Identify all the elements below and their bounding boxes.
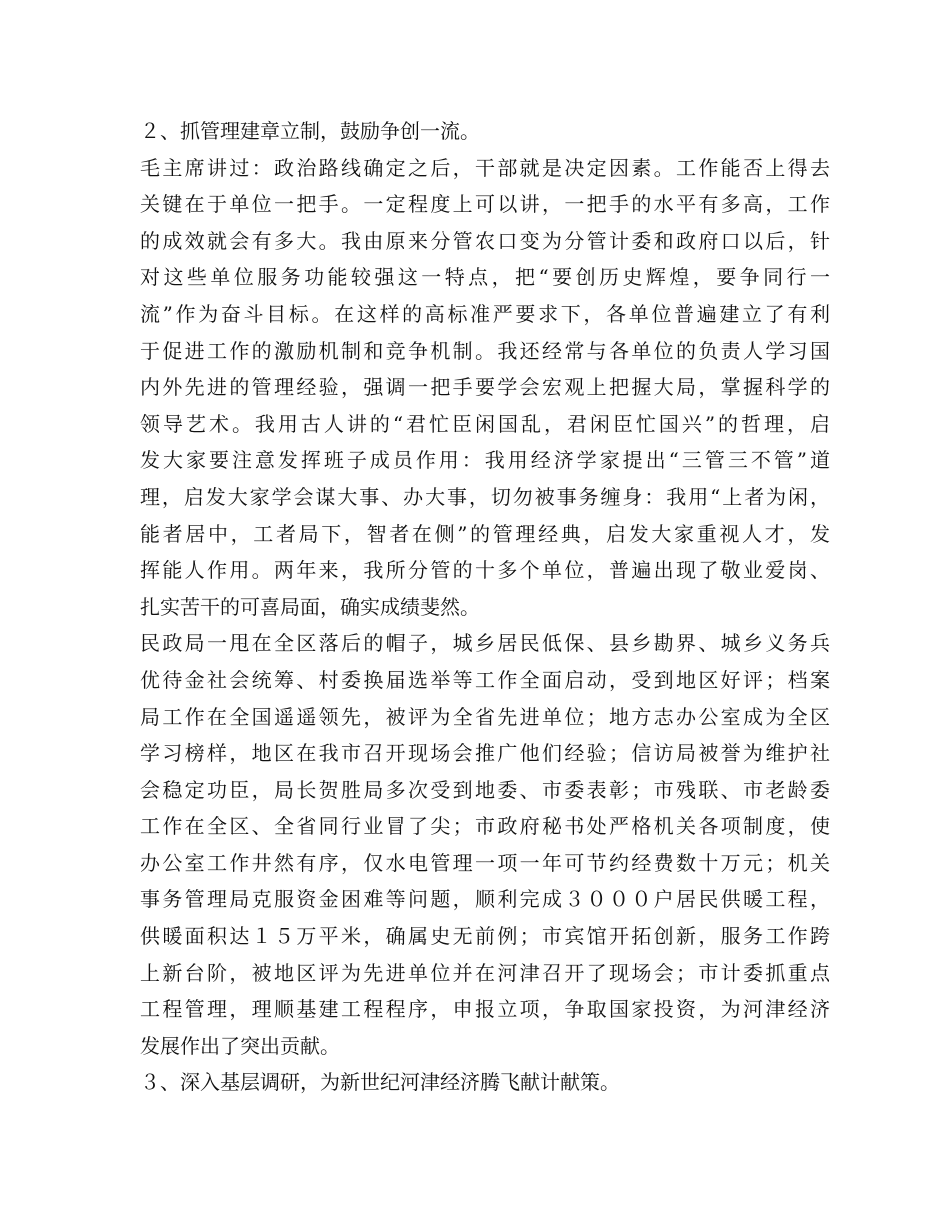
paragraph-line: 的成效就会有多大。我由原来分管农口变为分管计委和政府口以后，针 — [140, 228, 830, 253]
paragraph-line: 优待金社会统筹、村委换届选举等工作全面启动，受到地区好评；档案 — [140, 667, 830, 692]
paragraph-line: 于促进工作的激励机制和竞争机制。我还经常与各单位的负责人学习国 — [140, 338, 830, 363]
paragraph-line: 对这些单位服务功能较强这一特点，把“要创历史辉煌，要争同行一 — [140, 265, 830, 290]
paragraph-line: 扎实苦干的可喜局面，确实成绩斐然。 — [140, 594, 480, 619]
paragraph-line: 毛主席讲过：政治路线确定之后，干部就是决定因素。工作能否上得去 — [140, 155, 830, 180]
paragraph-line: 民政局一甩在全区落后的帽子，城乡居民低保、县乡勘界、城乡义务兵 — [140, 631, 830, 656]
paragraph-line: 局工作在全国遥遥领先，被评为全省先进单位；地方志办公室成为全区 — [140, 704, 830, 729]
body-text — [140, 113, 830, 1101]
paragraph-line: 内外先进的管理经验，强调一把手要学会宏观上把握大局，掌握科学的 — [140, 375, 830, 400]
paragraph-line: 理，启发大家学会谋大事、办大事，切勿被事务缠身：我用“上者为闲， — [140, 484, 830, 509]
section-heading-3: ３、深入基层调研，为新世纪河津经济腾飞献计献策。 — [140, 1070, 620, 1095]
paragraph-line: 上新台阶，被地区评为先进单位并在河津召开了现场会；市计委抓重点 — [140, 960, 830, 985]
section-heading-2: ２、抓管理建章立制，鼓励争创一流。 — [140, 119, 480, 143]
paragraph-line: 挥能人作用。两年来，我所分管的十多个单位，普遍出现了敬业爱岗、 — [140, 558, 830, 583]
paragraph-line: 关键在于单位一把手。一定程度上可以讲，一把手的水平有多高，工作 — [140, 192, 830, 217]
paragraph-line: 能者居中，工者局下，智者在侧”的管理经典，启发大家重视人才，发 — [140, 521, 830, 546]
paragraph-line: 工程管理，理顺基建工程程序，申报立项，争取国家投资，为河津经济 — [140, 997, 830, 1022]
paragraph-line: 事务管理局克服资金困难等问题，顺利完成３０００户居民供暖工程， — [140, 887, 830, 912]
paragraph-line: 学习榜样，地区在我市召开现场会推广他们经验；信访局被誉为维护社 — [140, 741, 830, 766]
paragraph-line: 办公室工作井然有序，仅水电管理一项一年可节约经费数十万元；机关 — [140, 850, 830, 875]
paragraph-line: 会稳定功臣，局长贺胜局多次受到地委、市委表彰；市残联、市老龄委 — [140, 777, 830, 802]
paragraph-line: 工作在全区、全省同行业冒了尖；市政府秘书处严格机关各项制度，使 — [140, 814, 830, 839]
paragraph-line: 发大家要注意发挥班子成员作用：我用经济学家提出“三管三不管”道 — [140, 448, 830, 473]
paragraph-line: 供暖面积达１５万平米，确属史无前例；市宾馆开拓创新，服务工作跨 — [140, 924, 830, 949]
paragraph-line: 发展作出了突出贡献。 — [140, 1033, 340, 1058]
paragraph-line: 领导艺术。我用古人讲的“君忙臣闲国乱，君闲臣忙国兴”的哲理，启 — [140, 411, 830, 436]
paragraph-line: 流”作为奋斗目标。在这样的高标准严要求下，各单位普遍建立了有利 — [140, 301, 830, 326]
